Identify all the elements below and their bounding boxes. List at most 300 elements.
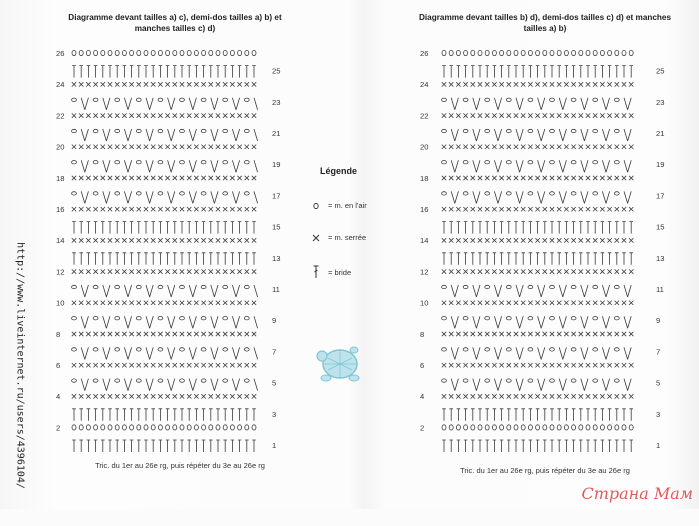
fan-stitch	[193, 316, 197, 328]
chain-stitch	[571, 348, 576, 351]
single-crochet	[252, 207, 256, 211]
single-crochet	[550, 238, 554, 242]
single-crochet	[115, 301, 119, 305]
row-number-left: 8	[56, 329, 61, 339]
double-crochet	[130, 66, 134, 78]
single-crochet	[557, 145, 561, 149]
single-crochet	[237, 145, 241, 149]
single-crochet	[564, 238, 568, 242]
single-crochet	[151, 363, 155, 367]
single-crochet	[550, 301, 554, 305]
single-crochet	[151, 145, 155, 149]
single-crochet	[514, 269, 518, 273]
single-crochet	[571, 207, 575, 211]
fan-stitch	[494, 347, 498, 359]
chain-stitch	[136, 348, 141, 351]
single-crochet	[187, 269, 191, 273]
single-crochet	[158, 363, 162, 367]
fan-stitch	[211, 98, 215, 110]
chain-stitch	[614, 379, 619, 382]
double-crochet	[231, 66, 235, 78]
chain-stitch	[86, 425, 90, 430]
fan-stitch	[85, 316, 89, 328]
double-crochet	[87, 440, 91, 452]
chain-stitch	[442, 425, 446, 430]
chain-stitch	[180, 98, 185, 101]
single-crochet	[507, 145, 511, 149]
single-crochet	[507, 113, 511, 117]
double-crochet	[195, 66, 199, 78]
single-crochet	[629, 301, 633, 305]
chain-stitch	[122, 425, 126, 430]
double-crochet	[209, 66, 213, 78]
single-crochet	[237, 113, 241, 117]
double-crochet	[79, 66, 83, 78]
chain-stitch	[93, 285, 98, 288]
fan-stitch	[581, 347, 585, 359]
fan-stitch	[214, 285, 218, 297]
fan-stitch	[254, 98, 258, 110]
chain-stitch	[550, 98, 555, 101]
chain-stitch	[485, 98, 490, 101]
chain-stitch	[571, 161, 576, 164]
single-crochet	[586, 176, 590, 180]
single-crochet	[499, 176, 503, 180]
single-crochet	[499, 113, 503, 117]
single-crochet	[201, 332, 205, 336]
single-crochet	[535, 207, 539, 211]
single-crochet	[223, 363, 227, 367]
row-number-right: 9	[272, 316, 277, 326]
double-crochet	[245, 222, 249, 234]
single-crochet	[86, 176, 90, 180]
row-number-right: 25	[656, 66, 665, 76]
row-number-right: 11	[272, 285, 280, 294]
chain-stitch	[223, 50, 227, 55]
row-number-right: 1	[272, 441, 277, 450]
chain-stitch	[593, 50, 597, 55]
double-crochet	[173, 253, 177, 265]
single-crochet	[122, 332, 126, 336]
fan-stitch	[563, 129, 567, 141]
chain-stitch	[492, 425, 496, 430]
single-crochet	[216, 269, 220, 273]
double-crochet	[449, 253, 453, 265]
single-crochet	[209, 145, 213, 149]
chain-stitch	[572, 425, 576, 430]
chain-stitch	[223, 192, 228, 195]
single-crochet	[535, 238, 539, 242]
fan-stitch	[236, 160, 240, 172]
fan-stitch	[128, 98, 132, 110]
fan-stitch	[584, 316, 588, 328]
single-crochet	[151, 82, 155, 86]
chain-stitch	[571, 98, 576, 101]
row-number-right: 19	[656, 160, 665, 170]
fan-stitch	[236, 191, 240, 203]
double-crochet	[245, 253, 249, 265]
single-crochet	[101, 332, 105, 336]
single-crochet	[86, 82, 90, 86]
fan-stitch	[498, 160, 502, 172]
fan-stitch	[103, 160, 107, 172]
double-crochet	[209, 222, 213, 234]
single-crochet	[151, 238, 155, 242]
double-crochet	[108, 440, 112, 452]
single-crochet	[622, 394, 626, 398]
chain-stitch	[506, 348, 511, 351]
fan-stitch	[473, 98, 477, 110]
row-number-left: 2	[56, 423, 61, 433]
double-crochet	[123, 253, 127, 265]
single-crochet	[535, 301, 539, 305]
double-crochet	[457, 66, 461, 78]
fan-stitch	[150, 285, 154, 297]
chain-stitch	[550, 192, 555, 195]
fan-stitch	[211, 129, 215, 141]
chain-stitch	[550, 129, 555, 132]
fan-stitch	[232, 98, 236, 110]
double-crochet	[622, 409, 626, 421]
single-crochet	[478, 332, 482, 336]
chain-stitch	[72, 98, 77, 101]
single-crochet	[586, 301, 590, 305]
fan-stitch	[254, 347, 258, 359]
single-crochet	[194, 113, 198, 117]
fan-stitch	[494, 285, 498, 297]
single-crochet	[463, 332, 467, 336]
fan-stitch	[451, 316, 455, 328]
single-crochet	[586, 145, 590, 149]
stitch-grid	[442, 50, 634, 452]
single-crochet	[463, 145, 467, 149]
double-crochet	[123, 409, 127, 421]
double-crochet	[151, 440, 155, 452]
single-crochet	[122, 301, 126, 305]
fan-stitch	[581, 98, 585, 110]
row-number-right: 7	[656, 347, 661, 357]
double-crochet	[94, 222, 98, 234]
fan-stitch	[606, 129, 610, 141]
single-crochet	[600, 113, 604, 117]
chain-stitch	[442, 348, 447, 351]
fan-stitch	[150, 191, 154, 203]
fan-stitch	[451, 129, 455, 141]
fan-stitch	[85, 129, 89, 141]
chain-stitch	[506, 317, 511, 320]
double-crochet	[608, 440, 612, 452]
single-crochet	[478, 394, 482, 398]
single-crochet	[216, 332, 220, 336]
single-crochet	[137, 238, 141, 242]
fan-stitch	[81, 98, 85, 110]
single-crochet	[485, 82, 489, 86]
fan-stitch	[168, 379, 172, 391]
fan-stitch	[451, 379, 455, 391]
single-crochet	[187, 332, 191, 336]
chain-stitch	[244, 285, 249, 288]
single-crochet	[187, 301, 191, 305]
double-crochet	[507, 409, 511, 421]
chain-stitch	[136, 98, 141, 101]
double-crochet	[159, 222, 163, 234]
single-crochet	[187, 82, 191, 86]
single-crochet	[129, 332, 133, 336]
double-crochet	[615, 409, 619, 421]
single-crochet	[101, 82, 105, 86]
single-crochet	[194, 394, 198, 398]
fan-stitch	[516, 98, 520, 110]
fan-stitch	[81, 379, 85, 391]
fan-stitch	[171, 191, 175, 203]
single-crochet	[543, 82, 547, 86]
row-number-right: 1	[656, 441, 661, 450]
single-crochet	[507, 238, 511, 242]
fan-stitch	[581, 285, 585, 297]
fan-stitch	[584, 379, 588, 391]
single-crochet	[115, 238, 119, 242]
chain-stitch	[115, 285, 120, 288]
single-crochet	[129, 363, 133, 367]
fan-stitch	[124, 191, 128, 203]
fan-stitch	[520, 98, 524, 110]
chain-stitch	[536, 425, 540, 430]
fan-stitch	[538, 316, 542, 328]
fan-stitch	[81, 347, 85, 359]
single-crochet	[151, 269, 155, 273]
double-crochet	[130, 409, 134, 421]
single-crochet	[108, 238, 112, 242]
single-crochet	[593, 332, 597, 336]
single-crochet	[471, 269, 475, 273]
single-crochet	[593, 113, 597, 117]
single-crochet	[101, 394, 105, 398]
chain-stitch	[536, 50, 540, 55]
double-crochet	[202, 440, 206, 452]
fan-stitch	[516, 347, 520, 359]
chain-stitch	[130, 50, 134, 55]
legend-label-double-crochet: = bride	[328, 267, 352, 277]
fan-stitch	[624, 191, 628, 203]
single-crochet	[144, 301, 148, 305]
fan-stitch	[602, 379, 606, 391]
chain-stitch	[115, 379, 120, 382]
fan-stitch	[124, 347, 128, 359]
fan-stitch	[171, 160, 175, 172]
fan-stitch	[624, 160, 628, 172]
single-crochet	[209, 238, 213, 242]
single-crochet	[180, 332, 184, 336]
chain-stitch	[180, 192, 185, 195]
double-crochet	[572, 66, 576, 78]
double-crochet	[514, 222, 518, 234]
single-crochet	[129, 207, 133, 211]
fan-stitch	[538, 379, 542, 391]
double-crochet	[151, 66, 155, 78]
double-crochet	[173, 409, 177, 421]
double-crochet	[180, 66, 184, 78]
single-crochet	[600, 238, 604, 242]
side-url: http://www.liveinternet.ru/users/4396104/	[14, 242, 26, 489]
fan-stitch	[584, 129, 588, 141]
single-crochet	[564, 145, 568, 149]
double-crochet	[209, 440, 213, 452]
single-crochet	[579, 176, 583, 180]
chain-stitch	[485, 425, 489, 430]
fan-stitch	[106, 98, 110, 110]
chain-stitch	[72, 285, 77, 288]
chain-stitch	[216, 425, 220, 430]
row-number-right: 15	[656, 222, 665, 232]
chain-stitch	[543, 50, 547, 55]
double-crochet	[216, 409, 220, 421]
fan-stitch	[606, 98, 610, 110]
fan-stitch	[563, 347, 567, 359]
single-crochet	[108, 113, 112, 117]
chain-stitch	[550, 425, 554, 430]
fan-stitch	[584, 285, 588, 297]
chain-stitch	[614, 98, 619, 101]
single-crochet	[79, 332, 83, 336]
row-number-right: 3	[272, 409, 277, 419]
single-crochet	[521, 363, 525, 367]
chain-stitch	[136, 129, 141, 132]
chain-stitch	[180, 317, 185, 320]
fan-stitch	[520, 191, 524, 203]
double-crochet	[115, 440, 119, 452]
fan-stitch	[628, 379, 632, 391]
single-crochet	[557, 113, 561, 117]
single-crochet	[93, 238, 97, 242]
single-crochet	[122, 269, 126, 273]
fan-stitch	[602, 191, 606, 203]
single-crochet	[237, 332, 241, 336]
double-crochet	[593, 66, 597, 78]
fan-stitch	[451, 347, 455, 359]
single-crochet	[209, 176, 213, 180]
double-crochet	[565, 409, 569, 421]
row-number-right: 21	[656, 129, 665, 138]
double-crochet	[529, 440, 533, 452]
fan-stitch	[476, 160, 480, 172]
double-crochet	[79, 222, 83, 234]
single-crochet	[622, 269, 626, 273]
chain-stitch	[180, 161, 185, 164]
single-crochet	[607, 145, 611, 149]
single-crochet	[629, 176, 633, 180]
fan-stitch	[494, 191, 498, 203]
single-crochet	[514, 301, 518, 305]
double-crochet	[579, 440, 583, 452]
chain-stitch	[579, 50, 583, 55]
single-crochet	[507, 207, 511, 211]
chain-stitch	[93, 348, 98, 351]
single-crochet	[173, 176, 177, 180]
single-crochet	[521, 269, 525, 273]
fan-stitch	[624, 285, 628, 297]
fan-stitch	[559, 191, 563, 203]
fan-stitch	[232, 347, 236, 359]
double-crochet	[478, 222, 482, 234]
fan-stitch	[128, 191, 132, 203]
double-crochet	[130, 222, 134, 234]
chain-stitch	[608, 50, 612, 55]
double-crochet	[601, 222, 605, 234]
chain-stitch	[615, 425, 619, 430]
single-crochet	[471, 176, 475, 180]
single-crochet	[449, 238, 453, 242]
fan-stitch	[451, 191, 455, 203]
single-crochet	[521, 82, 525, 86]
single-crochet	[485, 394, 489, 398]
chain-stitch	[622, 50, 626, 55]
single-crochet	[550, 269, 554, 273]
single-crochet	[571, 145, 575, 149]
single-crochet	[187, 238, 191, 242]
single-crochet	[535, 269, 539, 273]
row-number-right: 7	[272, 347, 277, 357]
chain-stitch	[244, 98, 249, 101]
single-crochet	[564, 82, 568, 86]
single-crochet	[93, 82, 97, 86]
double-crochet	[493, 409, 497, 421]
single-crochet	[586, 363, 590, 367]
double-crochet	[130, 440, 134, 452]
single-crochet	[543, 332, 547, 336]
double-crochet	[572, 222, 576, 234]
double-crochet	[471, 409, 475, 421]
fan-stitch	[455, 347, 459, 359]
single-crochet	[252, 82, 256, 86]
fan-stitch	[559, 129, 563, 141]
chain-stitch	[151, 425, 155, 430]
single-crochet	[485, 269, 489, 273]
fan-stitch	[455, 191, 459, 203]
fan-stitch	[168, 316, 172, 328]
fan-stitch	[584, 347, 588, 359]
double-crochet	[442, 440, 446, 452]
single-crochet	[137, 113, 141, 117]
double-crochet	[166, 409, 170, 421]
single-crochet	[557, 207, 561, 211]
single-crochet	[485, 207, 489, 211]
single-crochet	[514, 82, 518, 86]
single-crochet	[144, 207, 148, 211]
single-crochet	[151, 332, 155, 336]
fan-stitch	[236, 285, 240, 297]
double-crochet	[471, 253, 475, 265]
single-crochet	[237, 301, 241, 305]
single-crochet	[223, 238, 227, 242]
single-crochet	[173, 363, 177, 367]
single-crochet	[456, 145, 460, 149]
single-crochet	[471, 363, 475, 367]
fan-stitch	[606, 379, 610, 391]
chain-stitch	[180, 348, 185, 351]
double-crochet	[550, 66, 554, 78]
single-crochet	[528, 269, 532, 273]
chain-stitch	[238, 425, 242, 430]
single-crochet	[144, 113, 148, 117]
fan-stitch	[85, 379, 89, 391]
fan-stitch	[563, 191, 567, 203]
fan-stitch	[520, 285, 524, 297]
single-crochet	[543, 301, 547, 305]
row-number-left: 6	[420, 361, 425, 370]
single-crochet	[122, 145, 126, 149]
fan-stitch	[624, 347, 628, 359]
single-crochet	[593, 269, 597, 273]
